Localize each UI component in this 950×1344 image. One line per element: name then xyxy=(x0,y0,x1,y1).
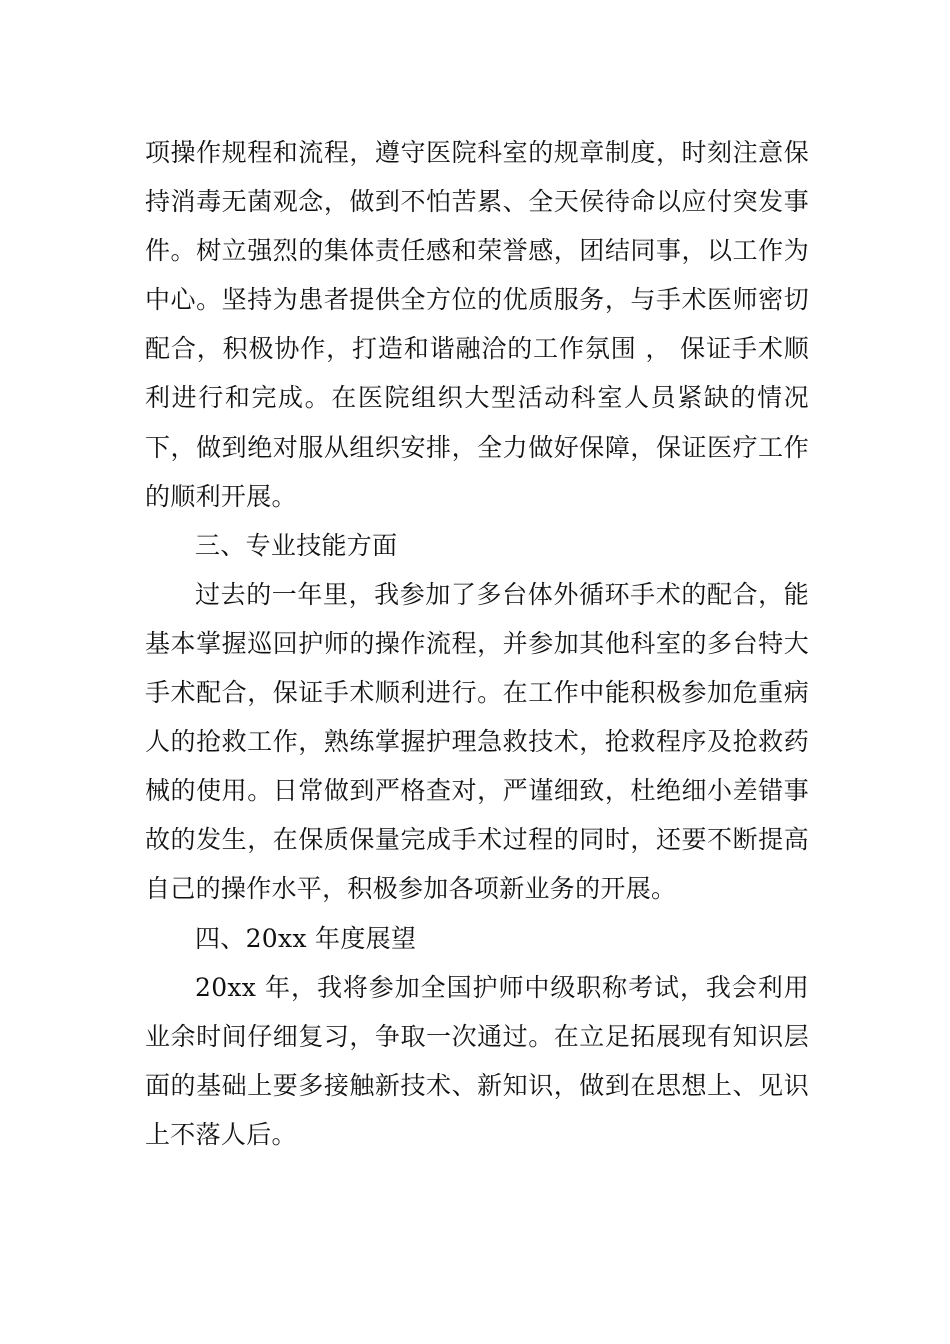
paragraph-annual-outlook: 20xx 年，我将参加全国护师中级职称考试，我会利用业余时间仔细复习，争取一次通过。在立足拓展现有知识层面的基础上要多接触新技术、新知识，做到在思想上、见识上不落人后。 xyxy=(145,972,809,1149)
section-heading-annual-outlook: 四、20xx 年度展望 xyxy=(195,923,417,953)
paragraph-duty-continuation: 项操作规程和流程，遵守医院科室的规章制度，时刻注意保持消毒无菌观念，做到不怕苦累、全天侯待命以应付突发事件。树立强烈的集体责任感和荣誉感，团结同事，以工作为中心。坚持为患者提供全方位的优质服务，与手术医师密切配合，积极协作，打造和谐融洽的工作氛围 ， 保证手术顺利进行和完成。在医院组织大型活动科室人员紧缺的情况下，做到绝对服从组织安排，全力做好保障，保证医疗工作的顺利开展。 xyxy=(145,138,809,511)
section-heading-professional-skills: 三、专业技能方面 xyxy=(195,530,398,560)
document-body xyxy=(145,128,809,1159)
paragraph-professional-skills: 过去的一年里，我参加了多台体外循环手术的配合，能基本掌握巡回护师的操作流程，并参加其他科室的多台特大手术配合，保证手术顺利进行。在工作中能积极参加危重病人的抢救工作，熟练掌握护理急救技术，抢救程序及抢救药械的使用。日常做到严格查对，严谨细致，杜绝细小差错事故的发生，在保质保量完成手术过程的同时，还要不断提高自己的操作水平，积极参加各项新业务的开展。 xyxy=(145,579,809,904)
